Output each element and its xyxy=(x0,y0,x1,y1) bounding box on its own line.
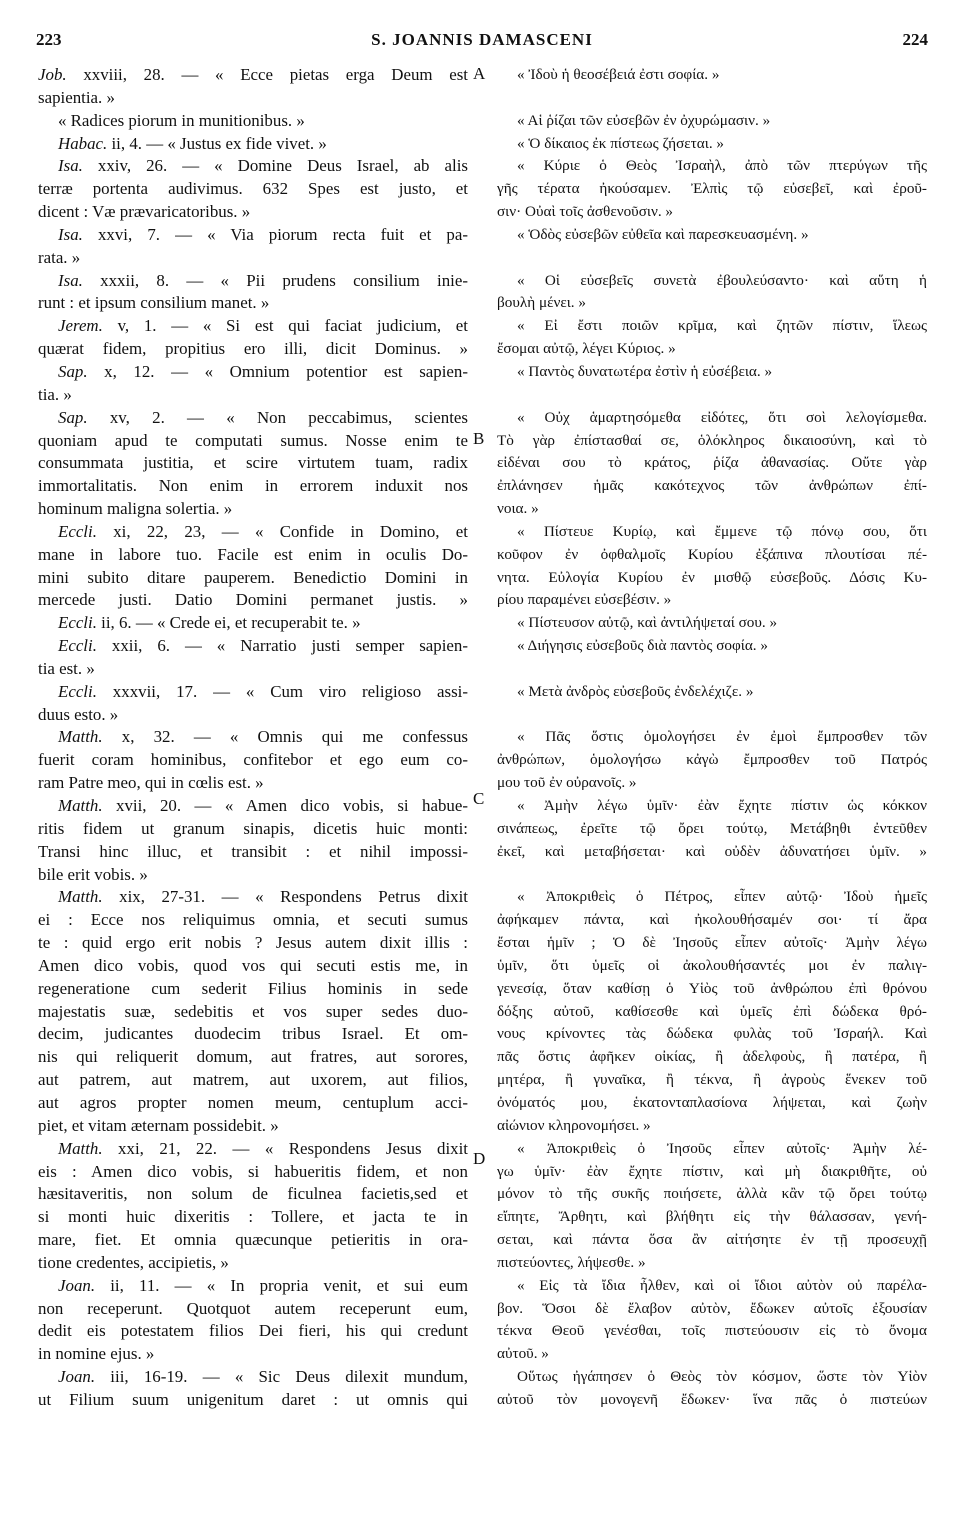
latin-line xyxy=(38,338,468,361)
latin-line xyxy=(38,544,468,567)
latin-line xyxy=(38,407,468,430)
page-number-right: 224 xyxy=(902,30,928,49)
greek-line: σινάπεως, ἐρεῖτε τῷ ὄρει τούτῳ, Μετάβηθι ἐντεῦθεν xyxy=(497,819,927,837)
greek-line: « Ὁδὸς εὐσεβῶν εὐθεῖα καὶ παρεσκευασμένη. » xyxy=(517,225,809,243)
greek-line: μόνον τὸ τῆς συκῆς ποιήσετε, ἀλλὰ κἂν τῷ ὄρει τούτῳ xyxy=(497,1185,927,1203)
latin-line xyxy=(38,1389,468,1412)
scripture-reference: Matth. xyxy=(58,727,103,747)
scripture-reference: Jerem. xyxy=(58,316,103,336)
latin-text: xxxvii, 17. — « Cum viro religioso assi- xyxy=(96,681,468,701)
scripture-reference: Eccli. xyxy=(58,636,97,656)
greek-line: « Πίστευσον αὐτῷ, καὶ ἀντιλήψεταί σου. » xyxy=(517,614,778,632)
latin-text: ii, 6. — « Crede ei, et recuperabit te. » xyxy=(96,613,361,633)
latin-line xyxy=(38,1320,468,1343)
greek-line: « Ἀποκριθεὶς ὁ Πέτρος, εἶπεν αὐτῷ· Ἰδοὺ ἡμεῖς xyxy=(517,888,927,906)
latin-line xyxy=(38,1275,468,1298)
latin-line xyxy=(38,87,468,110)
greek-line: « Εἰς τὰ ἴδια ἦλθεν, καὶ οἱ ἴδιοι αὐτὸν οὐ παρέλα- xyxy=(517,1276,927,1294)
greek-line: αὐτοῦ τὸν μονογενῆ ἔδωκεν· ἵνα πᾶς ὁ πιστεύων xyxy=(497,1390,927,1408)
latin-line xyxy=(38,704,468,727)
latin-line xyxy=(38,224,468,247)
latin-line xyxy=(38,1046,468,1069)
greek-line: εἴπητε, Ἄρθητι, καὶ βλήθητι εἰς τὴν θάλασσαν, γενή- xyxy=(497,1208,927,1226)
latin-line xyxy=(38,475,468,498)
latin-line xyxy=(38,452,468,475)
latin-text: rata. » xyxy=(38,247,81,267)
latin-line xyxy=(38,841,468,864)
latin-text: ritis fidem ut granum sinapis, dicetis huic monti: xyxy=(38,818,468,838)
greek-line xyxy=(497,658,927,681)
latin-line xyxy=(38,978,468,1001)
greek-line: ἔσται ἡμῖν ; Ὁ δὲ Ἰησοῦς εἶπεν αὐτοῖς· Ἀμὴν λέγω xyxy=(497,934,927,952)
latin-text: tione credentes, accipietis, » xyxy=(38,1252,229,1272)
latin-text: iii, 16-19. — « Sic Deus dilexit mundum, xyxy=(95,1367,468,1387)
latin-line xyxy=(38,955,468,978)
greek-line: βον. Ὅσοι δὲ ἔλαβον αὐτὸν, ἔδωκεν αὐτοῖς ἐξουσίαν xyxy=(497,1299,927,1317)
latin-line xyxy=(38,864,468,887)
latin-text: mini subito ditare pauperem. Benedictio Domini in xyxy=(38,567,468,587)
latin-text: Amen dico vobis, quod vos qui secuti estis me, in xyxy=(38,955,468,975)
greek-line: νους κρίνοντες τὰς δώδεκα φυλὰς τοῦ Ἰσραήλ. Καὶ xyxy=(497,1025,927,1043)
greek-line xyxy=(497,384,927,407)
greek-line xyxy=(497,247,927,270)
latin-line xyxy=(38,772,468,795)
latin-text: x, 12. — « Omnium potentior est sapien- xyxy=(87,361,468,381)
latin-line xyxy=(38,498,468,521)
latin-line xyxy=(38,932,468,955)
latin-line xyxy=(38,1138,468,1161)
greek-line: νοια. » xyxy=(497,500,539,518)
greek-line: γω ὑμῖν· ἐὰν ἔχητε πίστιν, καὶ μὴ διακριθῆτε, οὐ xyxy=(497,1162,927,1180)
greek-line xyxy=(497,864,927,887)
latin-line xyxy=(38,1001,468,1024)
latin-text: « Radices piorum in munitionibus. » xyxy=(58,110,305,130)
greek-line: « Πίστευε Κυρίῳ, καὶ ἔμμενε τῷ πόνῳ σου, ὅτι xyxy=(517,522,927,540)
greek-line: αἰώνιον κληρονομήσει. » xyxy=(497,1116,651,1134)
margin-letter-a: A xyxy=(473,64,486,83)
greek-line: ἐπλάνησεν ἡμᾶς κακότεχνος τῶν ἀνθρώπων ἐπί- xyxy=(497,477,927,495)
latin-text: immortalitatis. Non enim in errorem induxit nos xyxy=(38,476,468,496)
latin-line xyxy=(38,749,468,772)
latin-line xyxy=(38,589,468,612)
scripture-reference: Job. xyxy=(38,65,67,84)
latin-text: regeneratione cum sederit Filius hominis in sede xyxy=(38,978,468,998)
scripture-reference: Eccli. xyxy=(58,681,97,701)
greek-line: « Διήγησις εὐσεβοῦς διὰ παντὸς σοφία. » xyxy=(517,637,768,655)
latin-text: mercede justi. Datio Domini permanet justis. » xyxy=(38,590,468,610)
greek-line: « Εἰ ἔστι ποιῶν κρῖμα, καὶ ζητῶν πίστιν, ἵλεως xyxy=(517,317,927,335)
latin-line xyxy=(38,1343,468,1366)
latin-text: quærat fidem, propitius ero illi, dicit Dominus. » xyxy=(38,339,468,359)
latin-text: ii, 4. — « Justus ex fide vivet. » xyxy=(107,133,327,153)
latin-line xyxy=(38,818,468,841)
latin-text: hominum maligna solertia. » xyxy=(38,499,233,519)
latin-text: aut agros propter nomen meum, centuplum acci- xyxy=(38,1092,468,1112)
latin-text: Transi hinc illuc, et transibit : et nihil impossi- xyxy=(38,841,468,861)
latin-line xyxy=(38,155,468,178)
latin-text: ii, 11. — « In propria venit, et sui eum xyxy=(95,1275,468,1295)
latin-text: v, 1. — « Si est qui faciat judicium, et xyxy=(102,316,468,336)
latin-line xyxy=(38,1298,468,1321)
greek-line: « Ἰδοὺ ἡ θεοσέβειά ἐστι σοφία. » xyxy=(517,66,720,83)
greek-line xyxy=(497,704,927,727)
latin-text: aut patrem, aut matrem, aut uxorem, aut filios, xyxy=(38,1070,468,1090)
latin-text: terræ portenta audivimus. 632 Spes est justo, et xyxy=(38,179,468,199)
greek-line: ἔσομαι αὐτῷ, λέγει Κύριος. » xyxy=(497,340,676,358)
greek-line: « Κύριε ὁ Θεὸς Ἰσραὴλ, ἀπὸ τῶν πτερύγων τῆς xyxy=(517,157,927,175)
latin-text: consummata justitia, et scire virtutem tuam, radix xyxy=(38,453,468,473)
latin-text: majestatis suæ, sedebitis et vos super sedes duo- xyxy=(38,1001,468,1021)
latin-text: xxxii, 8. — « Pii prudens consilium inie- xyxy=(82,270,468,290)
latin-text: ram Patre meo, qui in cœlis est. » xyxy=(38,773,264,793)
scripture-reference: Joan. xyxy=(58,1367,96,1387)
latin-line xyxy=(38,64,468,87)
latin-line xyxy=(38,270,468,293)
latin-text: mare, fiet. Et omnia quæcunque petieritis in ora- xyxy=(38,1230,468,1250)
latin-text: te : quid ergo erit nobis ? Jesus autem dixit illis : xyxy=(38,933,468,953)
page-header xyxy=(36,30,928,56)
latin-line xyxy=(38,361,468,384)
greek-line: ἀφήκαμεν πάντα, καὶ ἠκολουθήσαμέν σοι· τί ἄρα xyxy=(497,911,927,929)
latin-text: hæsitaveritis, non solum de ficulnea facietis,sed et xyxy=(38,1184,468,1204)
greek-line: πᾶς ὅστις ἀφῆκεν οἰκίας, ἢ ἀδελφοὺς, ἢ πατέρα, ἢ xyxy=(497,1048,927,1066)
latin-text: xi, 22, 23, — « Confide in Domino, et xyxy=(96,521,468,541)
greek-line: νητα. Εὐλογία Κυρίου ἐν μισθῷ εὐσεβοῦς. Δόσις Κυ- xyxy=(497,568,927,586)
latin-line xyxy=(38,909,468,932)
latin-line xyxy=(38,681,468,704)
latin-text: bile erit vobis. » xyxy=(38,864,148,884)
latin-text: xvii, 20. — « Amen dico vobis, si habue- xyxy=(102,796,468,815)
latin-text: dedit eis potestatem filios Dei fieri, his qui credunt xyxy=(38,1321,468,1341)
latin-text: xxi, 21, 22. — « Respondens Jesus dixit xyxy=(102,1138,468,1158)
greek-line: σεται, καὶ πάντα ὅσα ἂν αἰτήσητε ἐν τῇ προσευχῇ xyxy=(497,1231,927,1249)
greek-line: Τὸ γὰρ ἐπίστασθαί σε, ὁλόκληρος δικαιοσύνη, καὶ τὸ xyxy=(497,431,927,449)
greek-line: κοῦφον ἐν ὀφθαλμοῖς Κυρίου ἐξάπινα πλουτίσαι πέ- xyxy=(497,545,927,563)
greek-line: πιστεύοντες, λήψεσθε. » xyxy=(497,1253,646,1271)
latin-text: sapientia. » xyxy=(38,87,115,107)
latin-line xyxy=(38,1366,468,1389)
latin-text: nis qui reliquerit domum, aut fratres, aut sorores, xyxy=(38,1047,468,1067)
latin-text: piet, et vitam æternam possidebit. » xyxy=(38,1115,279,1135)
latin-text: eis : Amen dico vobis, si habueritis fidem, et non xyxy=(38,1161,468,1181)
greek-line: ἐκεῖ, καὶ μεταβήσεται· καὶ οὐδὲν ἀδυνατήσει ὑμῖν. » xyxy=(497,842,927,860)
latin-text: dicent : Væ prævaricatoribus. » xyxy=(38,202,251,222)
latin-line xyxy=(38,292,468,315)
greek-line: « Οἱ εὐσεβεῖς συνετὰ ἐβουλεύσαντο· καὶ αὕτη ἡ xyxy=(517,271,927,289)
margin-letter-c: C xyxy=(473,789,485,808)
scripture-reference: Matth. xyxy=(58,796,103,815)
latin-line xyxy=(38,1069,468,1092)
latin-text: mane in labore tuo. Facile est enim in oculis Do- xyxy=(38,544,468,564)
latin-line xyxy=(38,635,468,658)
latin-text: tia. » xyxy=(38,384,72,404)
latin-text: ei : Ecce nos reliquimus omnia, et secuti sumus xyxy=(38,910,468,930)
greek-line: ὑμῖν, ὅτι ὑμεῖς οἱ ἀκολουθήσαντές μοι ἐν παλιγ- xyxy=(497,956,927,974)
scripture-reference: Isa. xyxy=(58,224,83,244)
latin-line xyxy=(38,795,468,818)
greek-line: μου τοῦ ἐν οὐρανοῖς. » xyxy=(497,774,637,792)
scripture-reference: Sap. xyxy=(58,361,88,381)
greek-line: γενεσίᾳ, ὅταν καθίσῃ ὁ Υἱὸς τοῦ ἀνθρώπου ἐπὶ θρόνου xyxy=(497,979,927,997)
latin-text: xxii, 6. — « Narratio justi semper sapien- xyxy=(96,636,468,656)
latin-line xyxy=(38,1183,468,1206)
latin-line xyxy=(38,1161,468,1184)
scripture-reference: Habac. xyxy=(58,133,108,153)
greek-column xyxy=(497,64,927,1412)
latin-text: xv, 2. — « Non peccabimus, scientes xyxy=(87,407,468,427)
greek-line: τέκνα Θεοῦ γενέσθαι, τοῖς πιστεύουσιν εἰς τὸ ὄνομα xyxy=(497,1322,927,1340)
margin-letter-d: D xyxy=(473,1149,486,1168)
greek-line: ρίου παραμένει εὐσεβέσιν. » xyxy=(497,591,672,609)
latin-text: duus esto. » xyxy=(38,704,119,724)
running-title: S. JOANNIS DAMASCENI xyxy=(371,30,593,49)
latin-text: fuerit coram hominibus, confitebor et ego eum co- xyxy=(38,750,468,770)
latin-line xyxy=(38,1092,468,1115)
latin-line xyxy=(38,384,468,407)
latin-column xyxy=(38,64,468,1412)
latin-text: x, 32. — « Omnis qui me confessus xyxy=(102,727,468,747)
latin-line xyxy=(38,178,468,201)
greek-line: γῆς τέρατα ἠκούσαμεν. Ἐλπὶς τῷ εὐσεβεῖ, καὶ ἐροῦ- xyxy=(497,180,927,198)
latin-line xyxy=(38,521,468,544)
greek-line: « Ἀποκριθεὶς ὁ Ἰησοῦς εἶπεν αὐτοῖς· Ἀμὴν λέ- xyxy=(517,1139,927,1157)
latin-text: non receperunt. Quotquot autem receperunt eum, xyxy=(38,1298,468,1318)
scripture-reference: Eccli. xyxy=(58,521,97,541)
latin-text: si monti huic dixeritis : Tollere, et jacta te in xyxy=(38,1207,468,1227)
greek-line: « Ὁ δίκαιος ἐκ πίστεως ζήσεται. » xyxy=(517,134,725,152)
latin-line xyxy=(38,886,468,909)
greek-line: σιν· Οὐαὶ τοῖς ἀσθενοῦσιν. » xyxy=(497,203,674,221)
latin-text: xxvi, 7. — « Via piorum recta fuit et pa- xyxy=(82,224,468,244)
latin-line xyxy=(38,430,468,453)
latin-line xyxy=(38,726,468,749)
margin-letter-b: B xyxy=(473,429,485,448)
greek-line: μητέρα, ἢ γυναῖκα, ἢ τέκνα, ἢ ἀγροὺς ἕνεκεν τοῦ xyxy=(497,1071,927,1089)
greek-line: « Αἱ ῥίζαι τῶν εὐσεβῶν ἐν ὀχυρώμασιν. » xyxy=(517,111,771,129)
page-number-left: 223 xyxy=(36,30,62,49)
greek-line: Οὕτως ἠγάπησεν ὁ Θεὸς τὸν κόσμον, ὥστε τὸν Υἱὸν xyxy=(517,1368,927,1386)
latin-text: xix, 27-31. — « Respondens Petrus dixit xyxy=(102,887,468,907)
greek-line: « Πᾶς ὅστις ὁμολογήσει ἐν ἐμοὶ ἔμπροσθεν τῶν xyxy=(517,728,927,746)
latin-line xyxy=(38,1229,468,1252)
greek-line xyxy=(497,87,927,110)
scripture-reference: Isa. xyxy=(58,156,83,176)
latin-text: quoniam apud te computati sumus. Nosse enim te xyxy=(38,430,468,450)
scripture-reference: Joan. xyxy=(58,1275,96,1295)
greek-line: « Παντὸς δυνατωτέρα ἐστὶν ἡ εὐσέβεια. » xyxy=(517,362,773,380)
scripture-reference: Sap. xyxy=(58,407,88,427)
latin-text: in nomine ejus. » xyxy=(38,1344,155,1364)
latin-text: xxiv, 26. — « Domine Deus Israel, ab alis xyxy=(82,156,468,176)
greek-line: ἀνθρώπων, ὁμολογήσω κἀγὼ ἔμπροσθεν τοῦ Πατρός xyxy=(497,751,927,769)
latin-text: runt : et ipsum consilium manet. » xyxy=(38,293,270,313)
latin-line xyxy=(38,567,468,590)
greek-line: αὐτοῦ. » xyxy=(497,1345,549,1363)
greek-line: « Οὐχ ἁμαρτησόμεθα εἰδότες, ὅτι σοὶ λελογίσμεθα. xyxy=(517,408,927,426)
greek-line: « Μετὰ ἀνδρὸς εὐσεβοῦς ἐνδελέχιζε. » xyxy=(517,682,754,700)
scripture-reference: Matth. xyxy=(58,887,103,907)
latin-line xyxy=(38,315,468,338)
latin-text: xxviii, 28. — « Ecce pietas erga Deum est xyxy=(66,65,468,84)
latin-line xyxy=(38,1023,468,1046)
greek-line: εἰδέναι σου τὸ κράτος, ῥίζα ἀθανασίας. Οὔτε γὰρ xyxy=(497,454,927,472)
scripture-reference: Isa. xyxy=(58,270,83,290)
latin-text: ut Filium suum unigenitum daret : ut omnis qui xyxy=(38,1389,468,1409)
latin-line xyxy=(38,1206,468,1229)
greek-line: δόξης αὐτοῦ, καθίσεσθε καὶ ὑμεῖς ἐπὶ δώδεκα θρό- xyxy=(497,1002,927,1020)
scripture-reference: Eccli. xyxy=(58,613,97,633)
latin-line xyxy=(38,1115,468,1138)
latin-text: decim, judicantes duodecim tribus Israel. Et om- xyxy=(38,1024,468,1044)
latin-line xyxy=(38,247,468,270)
greek-line: βουλὴ μένει. » xyxy=(497,294,586,312)
latin-line xyxy=(38,612,468,635)
greek-line: « Ἀμὴν λέγω ὑμῖν· ἐὰν ἔχητε πίστιν ὡς κόκκον xyxy=(517,797,927,814)
scripture-reference: Matth. xyxy=(58,1138,103,1158)
latin-line xyxy=(38,1252,468,1275)
latin-line xyxy=(38,133,468,156)
latin-line xyxy=(38,658,468,681)
latin-line xyxy=(38,110,468,133)
latin-line xyxy=(38,201,468,224)
latin-text: tia est. » xyxy=(38,658,95,678)
greek-line: ὀνόματός μου, ἑκατονταπλασίονα λήψεται, καὶ ζωὴν xyxy=(497,1093,927,1111)
